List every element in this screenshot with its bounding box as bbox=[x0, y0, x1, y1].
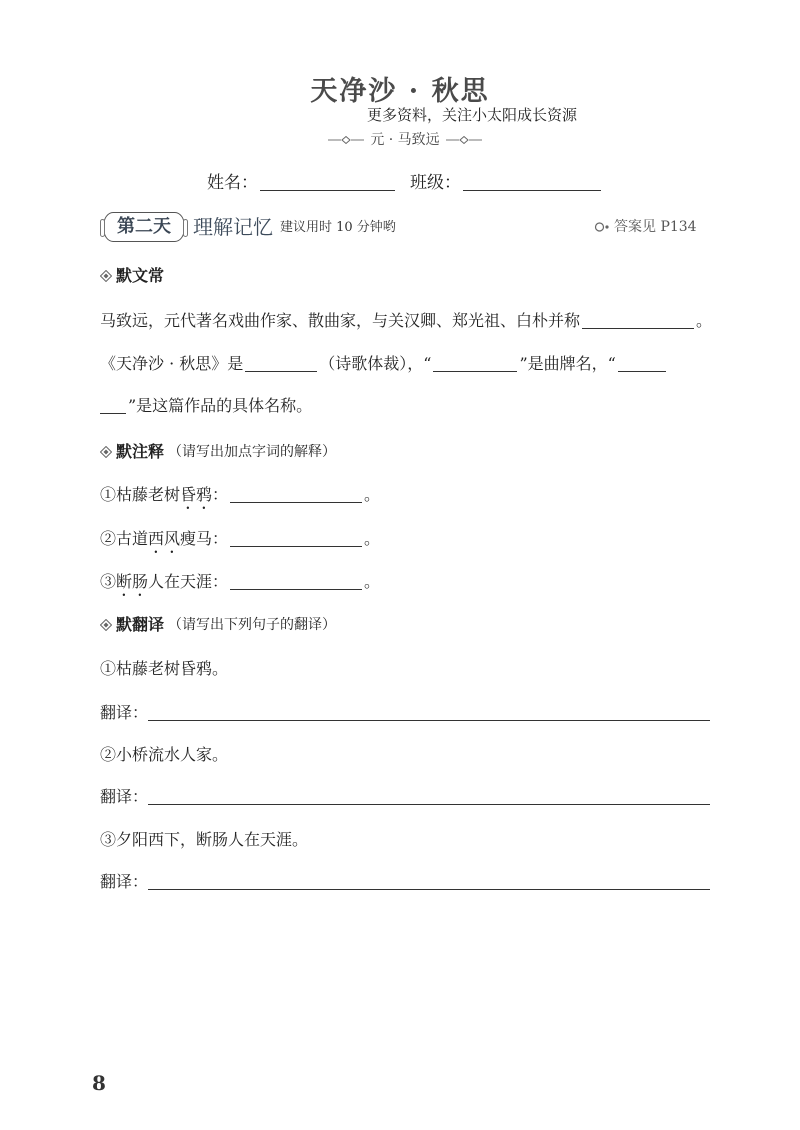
answer-blank bbox=[230, 487, 362, 503]
translation-row bbox=[100, 872, 712, 892]
part1-title-text: 默文常 bbox=[116, 266, 165, 285]
part2-title bbox=[100, 442, 336, 462]
name-blank bbox=[260, 175, 395, 191]
translation-row bbox=[100, 703, 712, 723]
annotation-text: ②古道 bbox=[100, 529, 149, 548]
translation-label: 翻译： bbox=[100, 703, 149, 722]
translation-row bbox=[100, 787, 712, 807]
diamond-bullet-icon bbox=[100, 270, 112, 282]
class-blank bbox=[463, 175, 601, 191]
translation-blank bbox=[148, 703, 710, 721]
annotation-item bbox=[100, 572, 380, 600]
part3-hint: （请写出下列句子的翻译） bbox=[168, 617, 337, 633]
answer-blank bbox=[100, 398, 126, 414]
worksheet-title: 天净沙 · 秋思 bbox=[310, 76, 490, 107]
author-line bbox=[318, 131, 492, 149]
part1-line1-end: 。 bbox=[696, 311, 713, 330]
ornament-left-icon bbox=[328, 135, 364, 145]
annotation-dotted-word: 断肠 bbox=[116, 572, 149, 591]
answer-blank bbox=[230, 531, 362, 547]
answer-blank bbox=[433, 356, 517, 372]
ornament-right-icon bbox=[446, 135, 482, 145]
annotation-text: ①枯藤老树 bbox=[100, 485, 181, 504]
translation-sentence: ③夕阳西下，断肠人在天涯。 bbox=[100, 830, 309, 849]
class-field-row bbox=[410, 173, 603, 193]
annotation-end: 。 bbox=[364, 572, 381, 591]
answer-pointer-icon bbox=[594, 221, 612, 233]
class-label: 班级： bbox=[410, 173, 461, 193]
annotation-item bbox=[100, 529, 380, 557]
answer-blank bbox=[618, 356, 666, 372]
translation-sentence: ②小桥流水人家。 bbox=[100, 745, 229, 764]
annotation-text: 瘦马： bbox=[180, 529, 229, 548]
part1-line2-text-a: 《天净沙 · 秋思》是 bbox=[100, 354, 244, 373]
part1-line1 bbox=[100, 311, 712, 331]
annotation-dotted-word: 昏鸦 bbox=[180, 485, 213, 504]
page-number: 8 bbox=[92, 1071, 106, 1095]
day-badge: 第二天 bbox=[103, 212, 185, 242]
part1-line2-text-c: ”是曲牌名，“ bbox=[519, 354, 616, 373]
annotation-end: 。 bbox=[364, 485, 381, 504]
translation-blank bbox=[148, 872, 710, 890]
author-name: 元 · 马致远 bbox=[370, 132, 440, 148]
translation-sentence: ①枯藤老树昏鸦。 bbox=[100, 659, 229, 678]
translation-label: 翻译： bbox=[100, 872, 149, 891]
answer-reference-text: 答案见 P134 bbox=[614, 219, 697, 235]
part3-title bbox=[100, 615, 336, 635]
annotation-text: 人在天涯： bbox=[148, 572, 229, 591]
name-field-row bbox=[207, 173, 397, 193]
annotation-dotted-word: 西风 bbox=[148, 529, 181, 548]
annotation-text: ： bbox=[212, 485, 229, 504]
annotation-item bbox=[100, 485, 380, 513]
diamond-bullet-icon bbox=[100, 619, 112, 631]
answer-blank bbox=[582, 313, 694, 329]
translation-label: 翻译： bbox=[100, 787, 149, 806]
part2-hint: （请写出加点字词的解释） bbox=[168, 444, 337, 460]
answer-blank bbox=[230, 574, 362, 590]
part3-title-text: 默翻译 bbox=[116, 615, 165, 634]
part1-line2-text-b: （诗歌体裁），“ bbox=[319, 354, 432, 373]
part1-line3-text: ”是这篇作品的具体名称。 bbox=[128, 396, 313, 415]
part2-title-text: 默注释 bbox=[116, 442, 165, 461]
diamond-bullet-icon bbox=[100, 446, 112, 458]
annotation-text: ③ bbox=[100, 572, 117, 591]
translation-blank bbox=[148, 787, 710, 805]
answer-reference bbox=[594, 218, 697, 236]
section-heading: 理解记忆 bbox=[193, 215, 273, 239]
part1-line2 bbox=[100, 354, 668, 374]
promo-text: 更多资料，关注小太阳成长资源 bbox=[367, 106, 578, 124]
part1-title bbox=[100, 266, 164, 286]
part1-line3 bbox=[100, 396, 312, 416]
name-label: 姓名： bbox=[207, 173, 258, 193]
part1-line1-text: 马致远，元代著名戏曲作家、散曲家，与关汉卿、郑光祖、白朴并称 bbox=[100, 311, 581, 330]
annotation-end: 。 bbox=[364, 529, 381, 548]
time-hint: 建议用时 10 分钟哟 bbox=[280, 220, 396, 235]
answer-blank bbox=[245, 356, 317, 372]
